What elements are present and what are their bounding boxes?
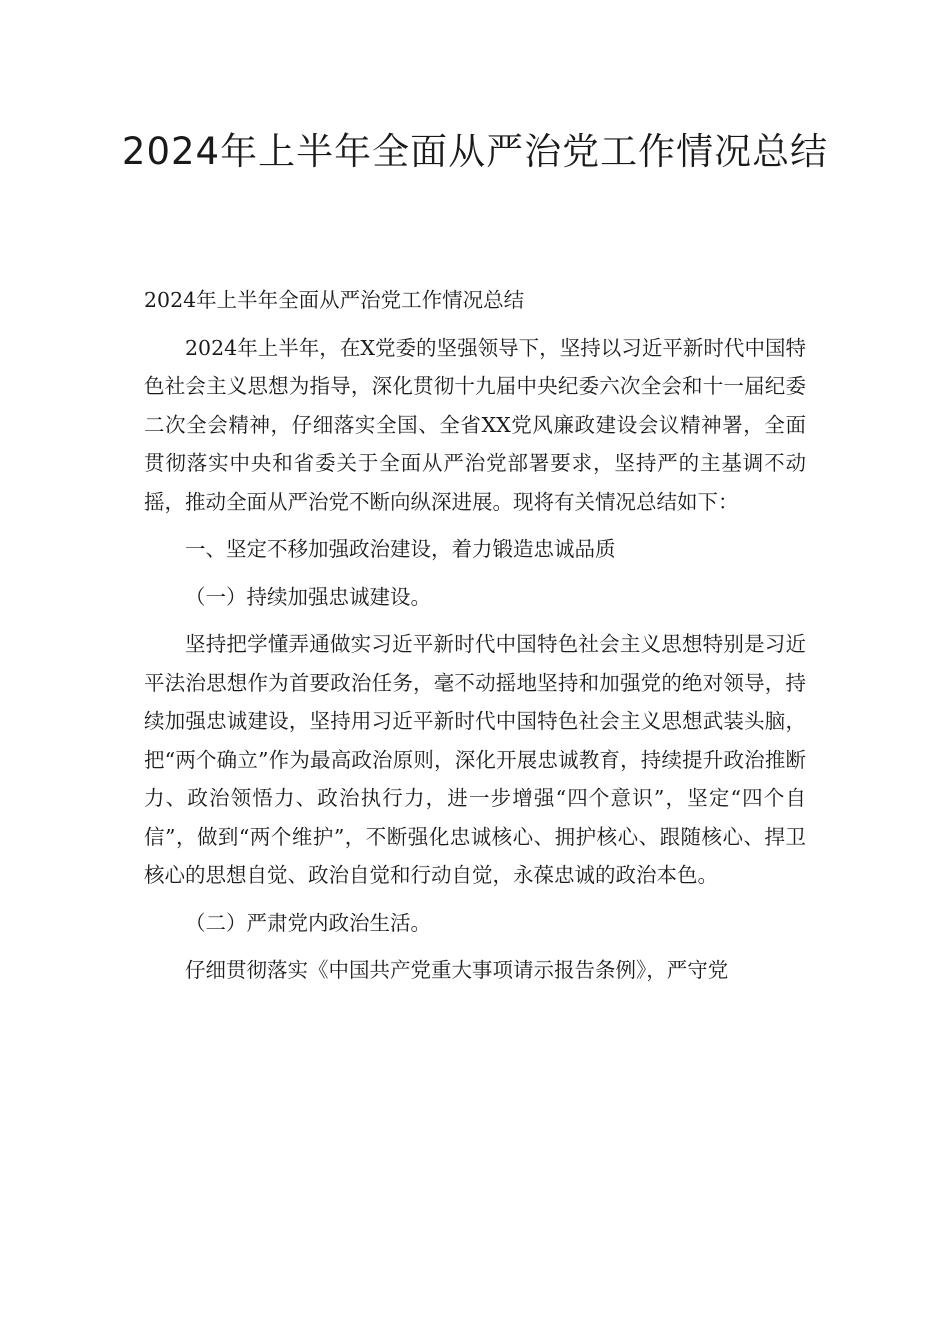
intro-paragraph: 2024年上半年，在X党委的坚强领导下，坚持以习近平新时代中国特色社会主义思想为指导，深化贯彻十九届中央纪委六次全会和十一届纪委二次全会精神，仔细落实全国、全省XX党风廉政建设会议精神署，全面贯彻落实中央和省委关于全面从严治党部署要求，坚持严的主基调不动摇，推动全面从严治党不断向纵深进展。现将有关情况总结如下： <box>144 335 806 514</box>
section-heading-1: 一、坚定不移加强政治建设，着力锻造忠诚品质 <box>185 537 616 561</box>
subsection-heading-2: （二）严肃党内政治生活。 <box>185 910 431 935</box>
subsection-heading-1: （一）持续加强忠诚建设。 <box>185 584 431 609</box>
body-paragraph-1: 坚持把学懂弄通做实习近平新时代中国特色社会主义思想特别是习近平法治思想作为首要政治任务，毫不动摇地坚持和加强党的绝对领导，持续加强忠诚建设，坚持用习近平新时代中国特色社会主义思想武装头脑，把“两个确立”作为最高政治原则，深化开展忠诚教育，持续提升政治推断力、政治领悟力、政治执行力，进一步增强“四个意识”，坚定“四个自信”，做到“两个维护”，不断强化忠诚核心、拥护核心、跟随核心、捍卫核心的思想自觉、政治自觉和行动自觉，永葆忠诚的政治本色。 <box>144 632 806 887</box>
document-title: 2024年上半年全面从严治党工作情况总结 <box>121 130 829 173</box>
body-paragraph-2: 仔细贯彻落实《中国共产党重大事项请示报告条例》，严守党 <box>185 958 729 982</box>
document-body <box>144 281 806 999</box>
document-subtitle: 2024年上半年全面从严治党工作情况总结 <box>144 288 525 312</box>
